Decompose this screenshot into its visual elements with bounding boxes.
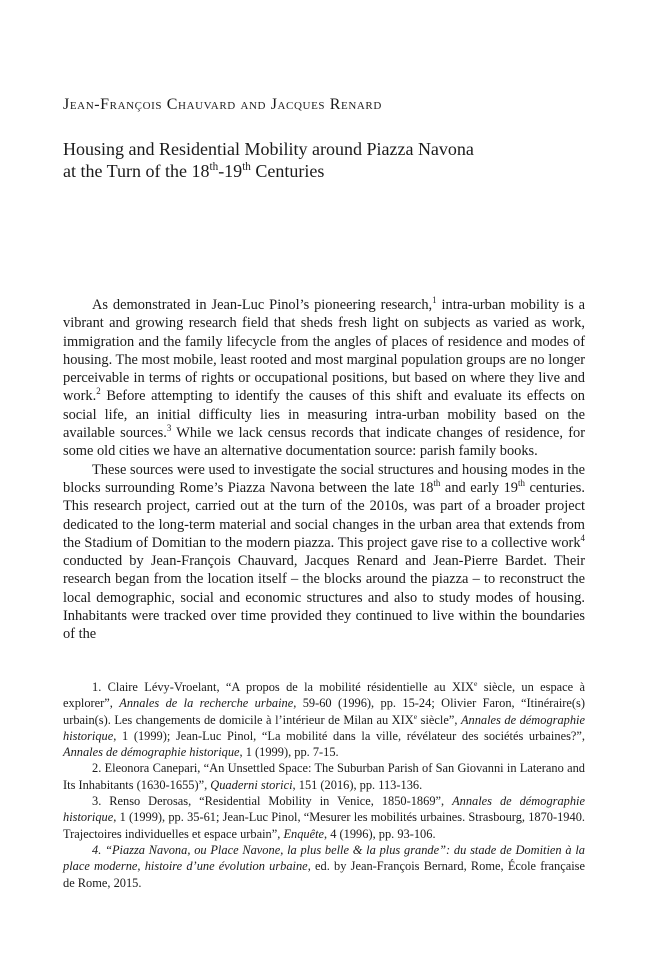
fn1-journal-3: Annales de démographie historique	[63, 745, 240, 760]
fn3-journal-1: Annales de démographie historique	[63, 794, 585, 825]
title-sup-2: th	[242, 161, 251, 173]
title-sup-1: th	[209, 161, 219, 173]
p2-text-a: These sources were used to investigate the social structures and housing modes in the blocks surrounding Rome’s Piazza Navona between the late 18	[63, 461, 585, 496]
footnote-3	[63, 793, 585, 842]
author-line	[63, 96, 382, 114]
fn1-text-b: siècle, un espace à explorer”,	[63, 680, 585, 711]
author-conjunction: and	[240, 96, 267, 113]
p2-sup-2: th	[517, 478, 525, 489]
p1-text-a: As demonstrated in Jean-Luc Pinol’s pioneering research,	[92, 297, 433, 313]
footnote-4	[63, 842, 585, 891]
p2-text-d: conducted by Jean-François Chauvard, Jacques Renard and Jean-Pierre Bardet. Their research began from the location itself – the blocks around the piazza – to reconstruct the local demographic, social and economic structures and also to study modes of housing. Inhabitants were tracked over time provided they continued to live within the boundaries of the	[63, 553, 585, 643]
fn1-journal-1: Annales de la recherche urbaine	[119, 696, 294, 711]
fn2-text-a: 2. Eleonora Canepari, “An Unsettled Space: The Suburban Parish of San Giovanni in Laterano and Its Inhabitants (1630-1655)”,	[63, 761, 585, 792]
fn1-text-e: , 1 (1999); Jean-Luc Pinol, “La mobilité dans la ville, révélateur des sociétés urbaines?”,	[113, 728, 585, 743]
fn1-sup-1: e	[474, 678, 478, 688]
fn1-journal-2: Annales de démographie historique	[63, 712, 585, 743]
p1-text-c: Before attempting to identify the causes of this shift and evaluate its effects on social life, an initial difficulty lies in measuring intra-urban mobility based on the available sources.	[63, 388, 585, 442]
footnote-ref-4[interactable]: 4	[580, 533, 585, 544]
fn1-text-a: 1. Claire Lévy-Vroelant, “A propos de la mobilité résidentielle au XIX	[92, 680, 474, 694]
fn1-text-c: , 59-60 (1996), pp. 15-24; Olivier Faron, “Itinéraire(s) urbain(s). Les changements de domicile à l’intérieur de Milan au XIX	[63, 696, 585, 727]
author-2-last: Renard	[329, 96, 382, 113]
fn3-text-b: , 1 (1999), pp. 35-61; Jean-Luc Pinol, “Mesurer les mobilités urbaines. Strasbourg, 1870-1940. Trajectoires individuelles et espace urbain”,	[63, 810, 585, 841]
fn3-journal-2: Enquête	[283, 826, 325, 841]
fn4-text-a: , ed. by Jean-François Bernard, Rome, École française de Rome, 2015.	[63, 859, 585, 890]
title-text-b: -19	[218, 161, 243, 181]
paragraph-2	[63, 461, 585, 644]
author-1-first: Jean-François	[63, 96, 163, 113]
footnote-1	[63, 679, 585, 760]
title-text-a: at the Turn of the 18	[63, 161, 210, 181]
author-2-first: Jacques	[270, 96, 326, 113]
fn1-sup-2: e	[413, 711, 418, 721]
p2-text-c: centuries. This research project, carried out at the turn of the 2010s, was part of a broader project dedicated to the long-term material and social changes in the urban area that extends from the Stadium of Domitian to the modern piazza. This project gave rise to a collective work	[63, 479, 585, 551]
title-text-c: Centuries	[250, 161, 325, 181]
fn1-text-f: , 1 (1999), pp. 7-15.	[239, 745, 339, 760]
fn1-text-d: siècle”,	[417, 712, 461, 727]
fn4-title: 4. “Piazza Navona, ou Place Navone, la plus belle & la plus grande”: du stade de Domitien à la place moderne, histoire d’une évolution urbaine	[63, 842, 585, 874]
footnotes	[63, 679, 585, 891]
paragraph-1	[63, 296, 585, 461]
footnote-2	[63, 760, 585, 793]
author-1-last: Chauvard	[166, 96, 236, 113]
title-line-2	[63, 160, 583, 182]
p2-text-b: and early 19	[440, 479, 518, 496]
title-line-1: Housing and Residential Mobility around Piazza Navona	[63, 139, 474, 159]
footnote-ref-3[interactable]: 3	[166, 423, 172, 434]
p1-text-d: While we lack census records that indicate changes of residence, for some old cities we have an alternative documentation source: parish family books.	[63, 425, 585, 460]
footnote-ref-2[interactable]: 2	[96, 386, 101, 397]
fn2-journal-1: Quaderni storici	[210, 777, 293, 792]
body-text	[63, 296, 585, 644]
p2-sup-1: th	[433, 478, 441, 489]
article-title	[63, 138, 583, 182]
fn3-text-a: 3. Renso Derosas, “Residential Mobility in Venice, 1850-1869”,	[92, 794, 453, 809]
footnote-ref-1[interactable]: 1	[432, 295, 437, 306]
fn3-text-c: , 4 (1996), pp. 93-106.	[324, 826, 436, 841]
p1-text-b: intra-urban mobility is a vibrant and growing research field that sheds fresh light on subjects as varied as work, immigration and the family lifecycle from the angles of places of residence and modes of housing. The most mobile, least rooted and most marginal population groups are no longer perceivable in terms of rights or occupational positions, but based on where they live and work.	[63, 297, 586, 405]
fn2-text-b: , 151 (2016), pp. 113-136.	[292, 777, 423, 792]
